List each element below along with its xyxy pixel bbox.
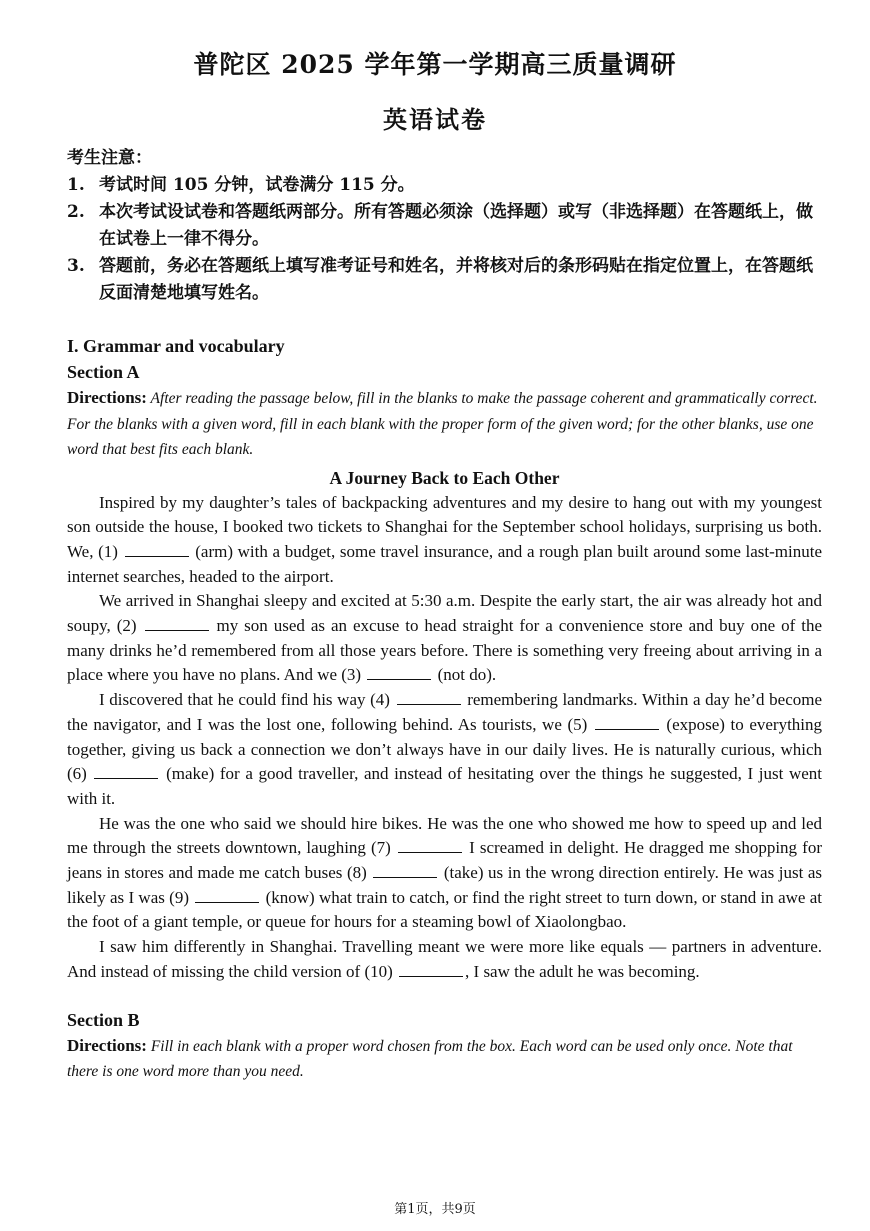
note-item [67, 253, 822, 307]
blank-1[interactable] [125, 542, 189, 557]
directions-text: Fill in each blank with a proper word chosen from the box. Each word can be used only once. Note that there is one word more than you need. [67, 1037, 793, 1081]
paragraph-text: (make) for a good traveller, and instead of hesitating over the things he suggested, I just went with it. [67, 764, 823, 808]
notes-list [67, 172, 822, 307]
note-text: 本次考试设试卷和答题纸两部分。所有答题必须涂（选择题）或写（非选择题）在答题纸上，做在试卷上一律不得分。 [99, 202, 813, 249]
paragraph-text: , I saw the adult he was becoming. [465, 961, 700, 981]
paragraph-text: We arrived in Shanghai sleepy and excited at 5:30 a.m. Despite the early start, the air was already hot and soupy, (2) [67, 591, 822, 636]
spacer [67, 985, 822, 1007]
blank-3[interactable] [367, 665, 431, 680]
page-footer: 第1页，共9页 [394, 1202, 476, 1217]
blank-4[interactable] [397, 690, 461, 705]
directions-text: After reading the passage below, fill in the blanks to make the passage coherent and grammatically correct. For the blanks with a given word, fill in each blank with the proper form of the given word; for the other blanks, use one word that best fits each blank. [67, 390, 818, 458]
blank-7[interactable] [398, 838, 462, 853]
note-item [67, 172, 822, 199]
note-number: 1. [67, 175, 85, 195]
paragraph-text: (arm) with a budget, some travel insurance, and a rough plan built around some last-minute internet searches, headed to the airport. [67, 541, 823, 586]
passage-paragraph [67, 935, 822, 984]
exam-subtitle: 英语试卷 [383, 105, 487, 134]
exam-title: 普陀区 2025 学年第一学期高三质量调研 [193, 50, 677, 79]
blank-6[interactable] [94, 764, 158, 779]
part-one [67, 333, 822, 1085]
passage-title: A Journey Back to Each Other [329, 467, 560, 488]
passage-paragraph [67, 491, 822, 590]
section-b-directions [67, 1033, 822, 1085]
paragraph-text: I screamed in delight. He dragged me shopping for jeans in stores and made me catch buses (8) [67, 838, 822, 883]
directions-label: Directions: [67, 1035, 147, 1055]
paragraph-text: remembering landmarks. Within a day he’d become the navigator, and I was the lost one, following behind. As tourists, we (5) [67, 690, 823, 734]
paragraph-text: I discovered that he could find his way (4) [99, 690, 390, 710]
paragraph-text: He was the one who said we should hire bikes. He was the one who showed me how to speed up and led me through the streets downtown, laughing (7) [67, 813, 822, 858]
paragraph-text: (expose) to everything together, giving us back a connection we don’t always have in our daily lives. He is naturally curious, which (6) [67, 714, 823, 784]
passage-paragraph [67, 688, 822, 812]
passage-paragraph [67, 812, 822, 936]
blank-10[interactable] [399, 962, 463, 977]
note-item [67, 199, 822, 253]
blank-9[interactable] [195, 888, 259, 903]
paragraph-text: (know) what train to catch, or find the right street to turn down, or stand in awe at the foot of a giant temple, or queue for hours for a steaming bowl of Xiaolongbao. [67, 887, 822, 932]
passage-paragraph [67, 589, 822, 688]
section-b-heading: Section B [67, 1009, 140, 1030]
notes-heading: 考生注意： [67, 148, 152, 168]
paragraph-text: (not do). [437, 665, 497, 685]
note-number: 2. [67, 202, 85, 222]
paragraph-text: I saw him differently in Shanghai. Travelling meant we were more like equals — partners in adventure. And instead of missing the child version of (10) [67, 937, 822, 981]
paragraph-text: my son used as an excuse to head straight for a convenience store and buy one of the many drinks he’d remembered from all those years before. There is something very freeing about arriving in a place where you have no plans. And we (3) [67, 616, 822, 685]
directions-label: Directions: [67, 388, 147, 407]
note-text: 答题前，务必在答题纸上填写准考证号和姓名，并将核对后的条形码贴在指定位置上，在答题纸反面清楚地填写姓名。 [99, 256, 813, 303]
part-heading: I. Grammar and vocabulary [67, 336, 285, 356]
note-text: 考试时间 105 分钟，试卷满分 115 分。 [99, 175, 415, 195]
section-a-directions [67, 385, 822, 463]
blank-5[interactable] [595, 715, 659, 730]
paragraph-text: Inspired by my daughter’s tales of backpacking adventures and my desire to hang out with my youngest son outside the house, I booked two tickets to Shanghai for the September school holidays, surprising us both. We, (1) [67, 492, 822, 561]
section-a-heading: Section A [67, 362, 140, 382]
blank-8[interactable] [373, 863, 437, 878]
paragraph-text: (take) us in the wrong direction entirely. He was just as likely as I was (9) [67, 863, 822, 907]
blank-2[interactable] [145, 616, 209, 631]
note-number: 3. [67, 256, 85, 276]
candidate-notes [67, 145, 822, 307]
